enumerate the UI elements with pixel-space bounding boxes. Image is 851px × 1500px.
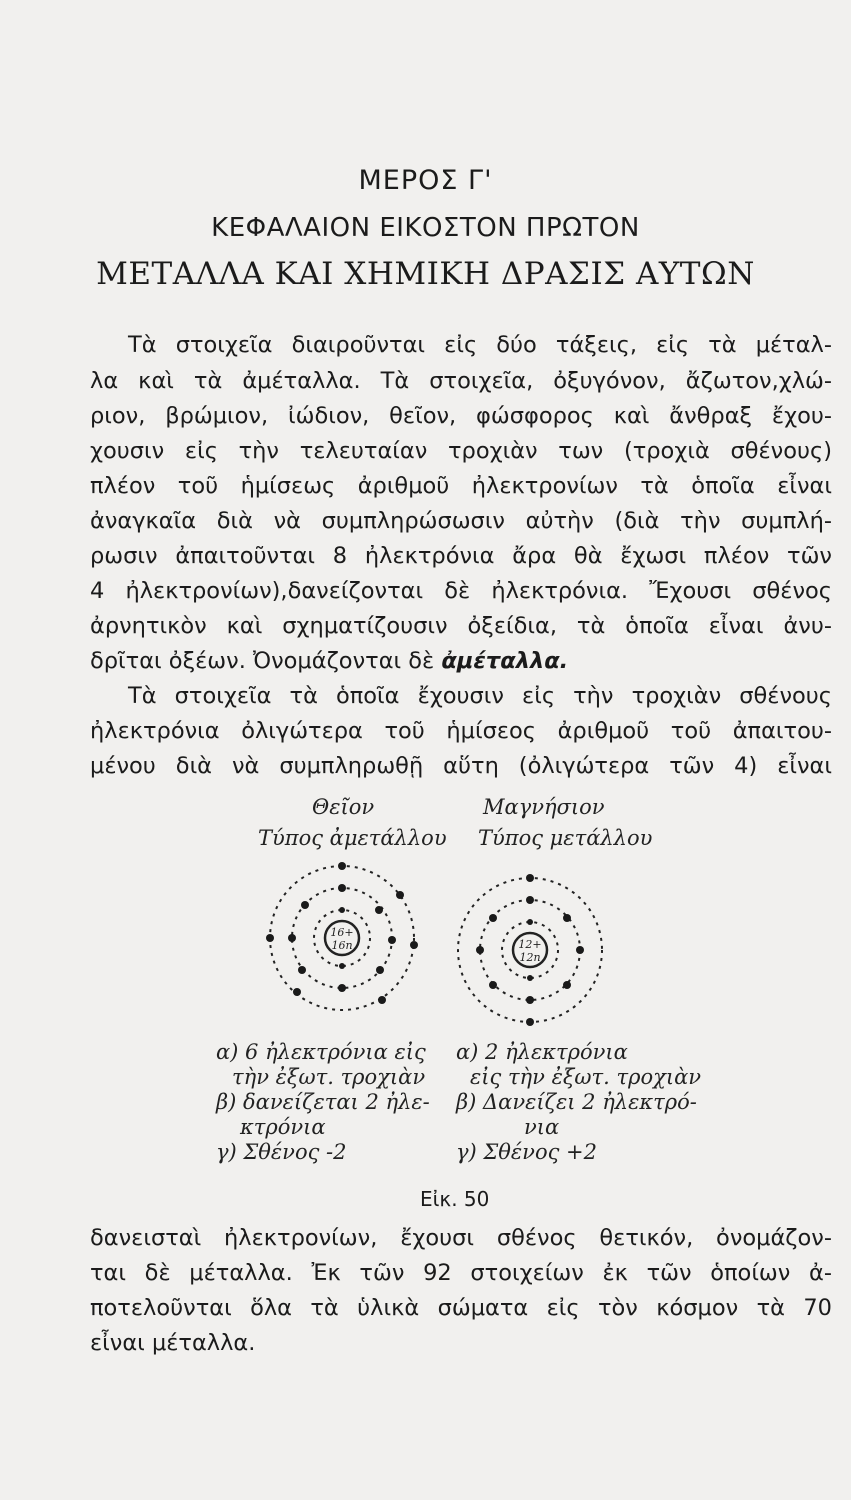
magnesium-nucleus-protons: 12+ (518, 938, 542, 951)
sulfur-type-label: Τύπος ἀμετάλλου (258, 826, 447, 850)
magnesium-note: β) Δανείζει 2 ἠλεκτρό- (456, 1090, 697, 1114)
sulfur-nucleus-neutrons: 16n (331, 939, 353, 952)
text-line: ἠλεκτρόνια ὀλιγώτερα τοῦ ἡμίσεος ἀριθμοῦ τοῦ ἀπαιτου- (90, 718, 832, 744)
sulfur-note: β) δανείζεται 2 ἠλε- (216, 1090, 430, 1114)
magnesium-note: γ) Σθένος +2 (456, 1140, 597, 1164)
chapter-title: ΜΕΤΑΛΛΑ ΚΑΙ ΧΗΜΙΚΗ ΔΡΑΣΙΣ ΑΥΤΩΝ (96, 256, 755, 292)
chapter-heading: ΚΕΦΑΛΑΙΟΝ ΕΙΚΟΣΤΟΝ ΠΡΩΤΟΝ (211, 213, 640, 243)
text-line: ἀναγκαῖα διὰ νὰ συμπληρώσωσιν αὐτὴν (διὰ τὴν συμπλή- (90, 508, 832, 534)
sulfur-note: τὴν ἐξωτ. τροχιὰν (232, 1065, 426, 1089)
magnesium-type-label: Τύπος μετάλλου (478, 826, 653, 850)
text-line: εἶναι μέταλλα. (90, 1330, 256, 1356)
sulfur-label: Θεῖον (312, 795, 375, 819)
text-line: ριον, βρώμιον, ἰώδιον, θεῖον, φώσφορος καὶ ἄνθραξ ἔχου- (90, 403, 832, 429)
sulfur-nucleus-protons: 16+ (330, 926, 354, 939)
text-line: πλέον τοῦ ἡμίσεως ἀριθμοῦ ἠλεκτρονίων τὰ ὁποῖα εἶναι (90, 473, 832, 499)
magnesium-note: νια (524, 1115, 560, 1139)
text-line: ἀρνητικὸν καὶ σχηματίζουσιν ὀξείδια, τὰ ὁποῖα εἶναι ἀνυ- (90, 613, 832, 639)
text-line: δανεισταὶ ἠλεκτρονίων, ἔχουσι σθένος θετικόν, ὀνομάζον- (90, 1225, 832, 1251)
magnesium-nucleus-neutrons: 12n (519, 951, 541, 964)
text-line: ται δὲ μέταλλα. Ἐκ τῶν 92 στοιχείων ἐκ τῶν ὁποίων ἀ- (90, 1260, 832, 1286)
text-fragment: δρῖται ὀξέων. Ὀνομάζονται δὲ (90, 648, 435, 674)
emphasized-term: ἀμέταλλα. (441, 648, 569, 674)
sulfur-note: γ) Σθένος -2 (216, 1140, 347, 1164)
magnesium-note: α) 2 ἠλεκτρόνια (456, 1040, 628, 1064)
text-line: Τὰ στοιχεῖα διαιροῦνται εἰς δύο τάξεις, εἰς τὰ μέταλ- (128, 332, 832, 358)
text-line: λα καὶ τὰ ἀμέταλλα. Τὰ στοιχεῖα, ὀξυγόνον, ἄζωτον,χλώ- (90, 368, 832, 394)
text-line: μένου διὰ νὰ συμπληρωθῇ αὕτη (ὀλιγώτερα τῶν 4) εἶναι (90, 753, 832, 779)
text-line: 4 ἠλεκτρονίων),δανείζονται δὲ ἠλεκτρόνια. Ἔχουσι σθένος (90, 578, 832, 604)
sulfur-note: κτρόνια (240, 1115, 326, 1139)
figure-caption: Εἰκ. 50 (420, 1187, 490, 1211)
part-heading: ΜΕΡΟΣ Γ' (358, 165, 493, 196)
text-line: χουσιν εἰς τὴν τελευταίαν τροχιὰν των (τροχιὰ σθένους) (90, 438, 832, 464)
magnesium-note: εἰς τὴν ἐξωτ. τροχιὰν (470, 1065, 702, 1089)
text-line: ποτελοῦνται ὅλα τὰ ὑλικὰ σώματα εἰς τὸν κόσμον τὰ 70 (90, 1295, 832, 1321)
sulfur-note: α) 6 ἠλεκτρόνια εἰς (216, 1040, 426, 1064)
text-line: Τὰ στοιχεῖα τὰ ὁποῖα ἔχουσιν εἰς τὴν τροχιὰν σθένους (128, 683, 832, 709)
magnesium-label: Μαγνήσιον (483, 795, 605, 819)
text-line: ρωσιν ἀπαιτοῦνται 8 ἠλεκτρόνια ἄρα θὰ ἔχωσι πλέον τῶν (90, 543, 832, 569)
